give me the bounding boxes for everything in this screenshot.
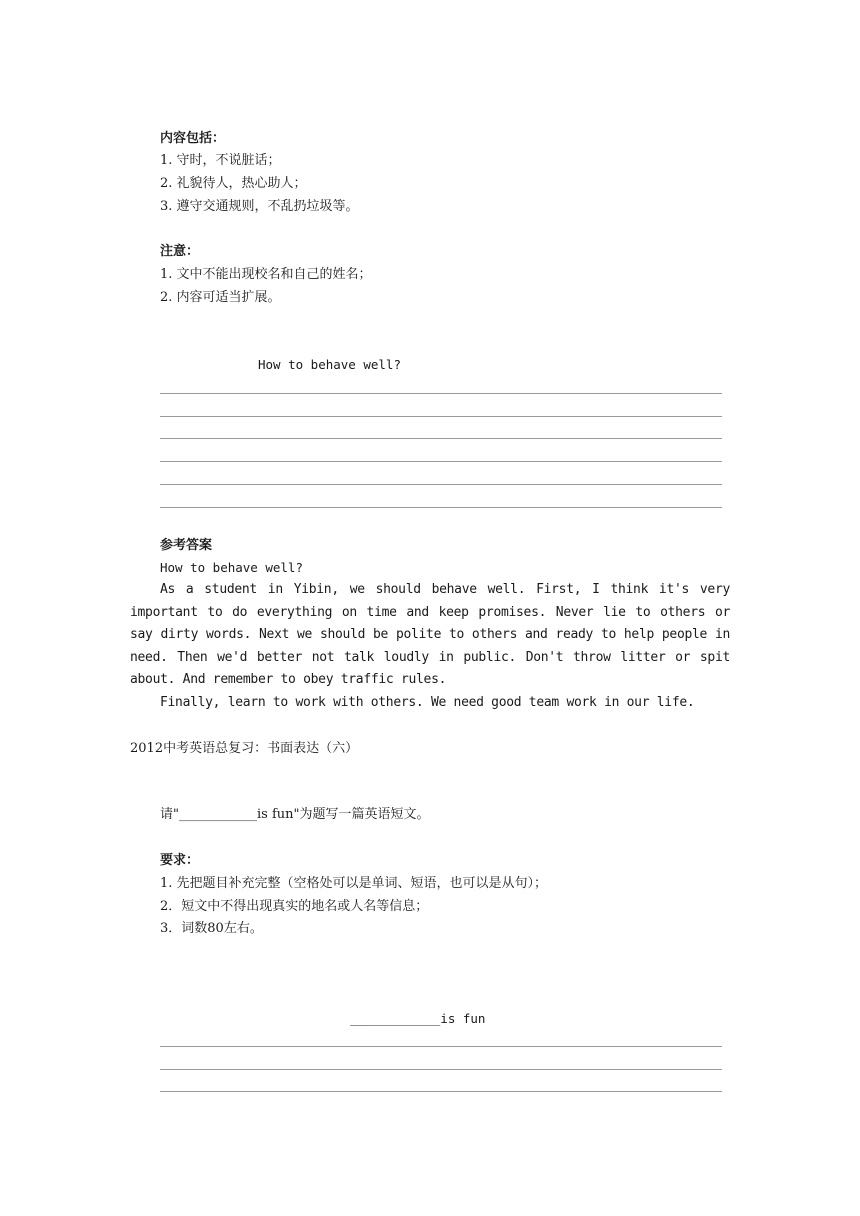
writing-line <box>160 393 722 394</box>
writing-prompt: 请"____________is fun"为题写一篇英语短文。 <box>160 807 430 822</box>
writing-line <box>160 1046 722 1047</box>
note-heading: 注意： <box>160 244 200 259</box>
essay-title-1: How to behave well? <box>258 357 401 372</box>
requirement-item-3: 3．词数80左右。 <box>160 921 263 936</box>
content-item-1: 1. 守时，不说脏话； <box>160 153 281 168</box>
answer-heading: 参考答案 <box>160 538 213 553</box>
answer-title: How to behave well? <box>160 560 303 575</box>
note-item-2: 2. 内容可适当扩展。 <box>160 290 281 305</box>
content-item-3: 3. 遵守交通规则，不乱扔垃圾等。 <box>160 199 359 214</box>
writing-line <box>160 507 722 508</box>
writing-line <box>160 1091 722 1092</box>
writing-line <box>160 438 722 439</box>
writing-line <box>160 461 722 462</box>
requirement-item-2: 2．短文中不得出现真实的地名或人名等信息； <box>160 899 429 914</box>
writing-line <box>160 416 722 417</box>
requirement-item-1: 1. 先把题目补充完整（空格处可以是单词、短语，也可以是从句）； <box>160 876 548 891</box>
answer-body <box>130 579 730 714</box>
note-item-1: 1. 文中不能出现校名和自己的姓名； <box>160 267 372 282</box>
content-heading: 内容包括： <box>160 131 226 146</box>
writing-line <box>160 1069 722 1070</box>
content-item-2: 2. 礼貌待人，热心助人； <box>160 176 307 191</box>
answer-paragraph-1: As a student in Yibin, we should behave well. First, I think it's very important to do everything on time and keep promises. Never lie to others or say dirty words. Next we should be polite to others and ready to help people in need. Then we'd better not talk loudly in public. Don't throw litter or spit about. And remember to obey traffic rules. <box>130 582 730 687</box>
requirements-heading: 要求： <box>160 853 200 868</box>
answer-paragraph-2: Finally, learn to work with others. We need good team work in our life. <box>160 694 695 710</box>
section-header: 2012中考英语总复习：书面表达（六） <box>130 741 359 756</box>
essay-title-2: ____________is fun <box>350 1011 486 1026</box>
writing-line <box>160 484 722 485</box>
